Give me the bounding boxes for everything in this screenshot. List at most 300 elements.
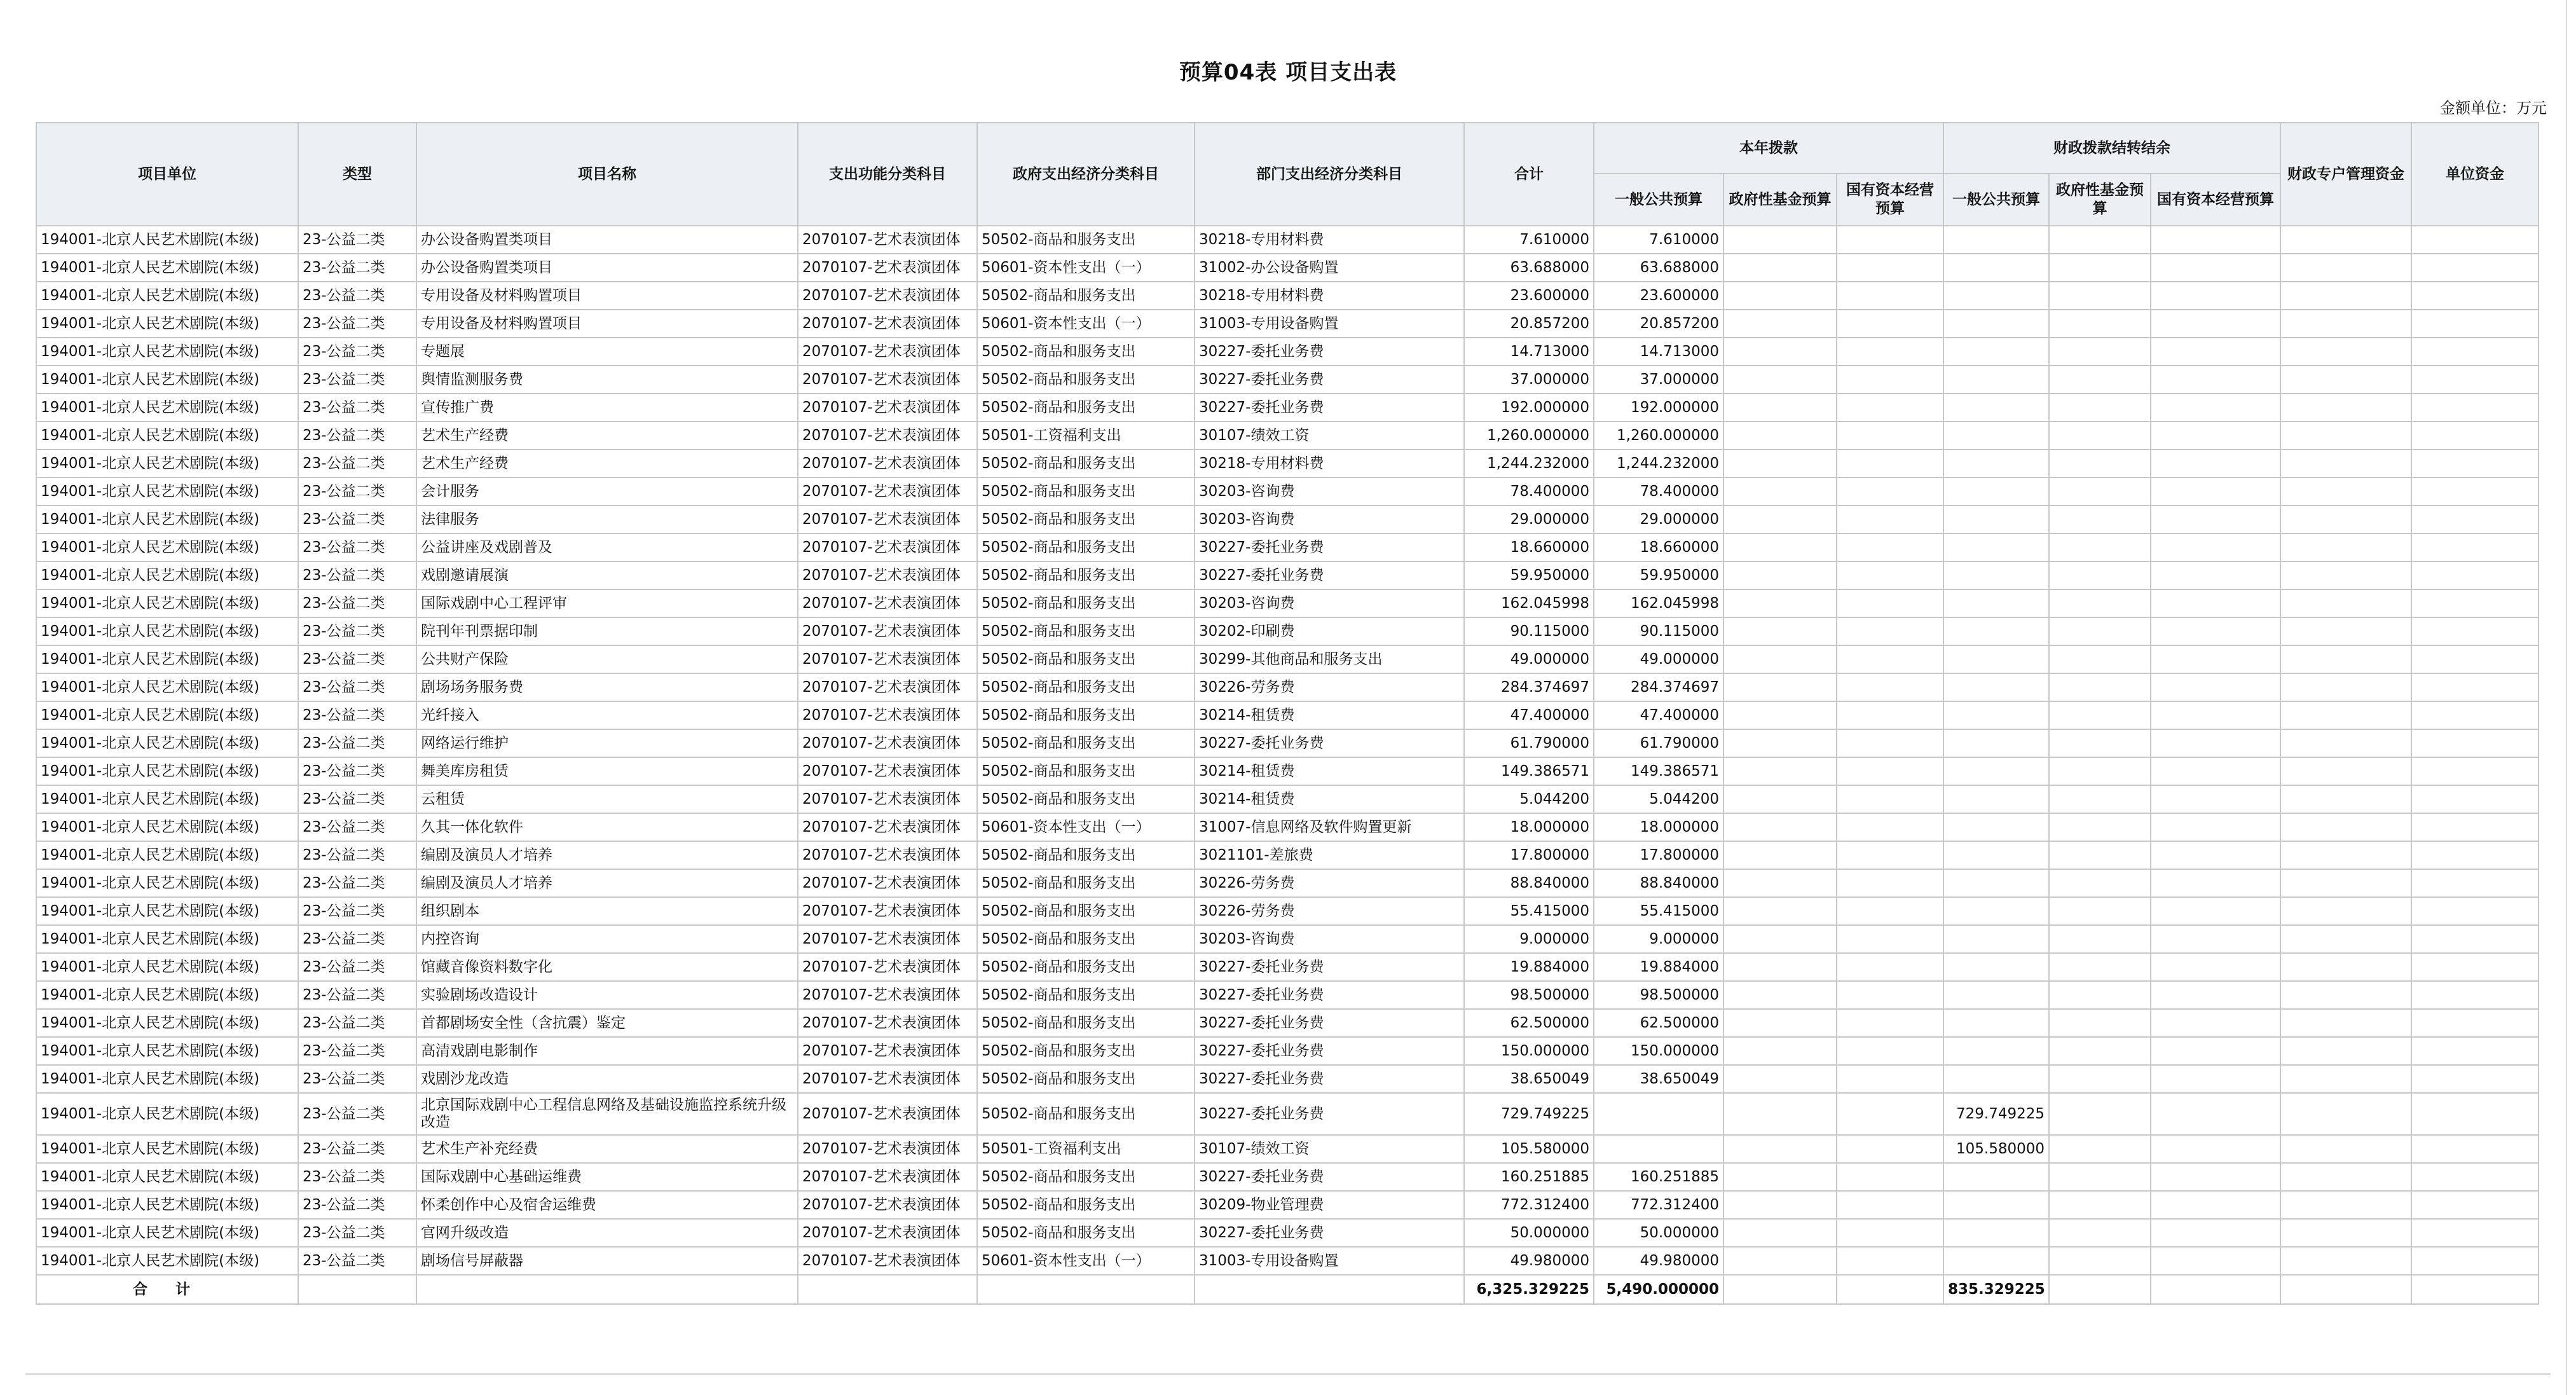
cell-dept: 31002-办公设备购置: [1195, 254, 1464, 282]
header-co-gov-fund: 政府性基金预算: [2049, 174, 2151, 226]
project-expenditure-table-container: [36, 122, 2538, 1305]
cell-state-capital: [1837, 701, 1943, 729]
cell-unit-funds: [2411, 953, 2538, 981]
cell-unit-funds: [2411, 981, 2538, 1009]
cell-unit-funds: [2411, 869, 2538, 897]
cell-co-state-capital: [2151, 1191, 2280, 1219]
header-general: 一般公共预算: [1594, 174, 1723, 226]
table-row: [36, 897, 2538, 925]
cell-total: 59.950000: [1464, 561, 1594, 589]
cell-unit-funds: [2411, 1247, 2538, 1275]
cell-state-capital: [1837, 561, 1943, 589]
cell-total: 9.000000: [1464, 925, 1594, 953]
cell-gov: 50502-商品和服务支出: [977, 478, 1195, 505]
cell-gov-fund: [1723, 450, 1837, 478]
cell-gov-fund: [1723, 533, 1837, 561]
cell-gov: 50502-商品和服务支出: [977, 617, 1195, 645]
cell-co-gov-fund: [2049, 729, 2151, 757]
cell-gov: 50502-商品和服务支出: [977, 869, 1195, 897]
cell-type: 23-公益二类: [298, 617, 416, 645]
cell-func: 2070107-艺术表演团体: [798, 1093, 977, 1135]
table-row: [36, 757, 2538, 785]
cell-gov: 50502-商品和服务支出: [977, 589, 1195, 617]
cell-project: 专用设备及材料购置项目: [416, 282, 798, 310]
cell-state-capital: [1837, 450, 1943, 478]
cell-co-state-capital: [2151, 254, 2280, 282]
cell-general: 14.713000: [1594, 338, 1723, 366]
cell-state-capital: [1837, 478, 1943, 505]
cell-co-general: [1943, 533, 2049, 561]
cell-total: 29.000000: [1464, 505, 1594, 533]
cell-func: 2070107-艺术表演团体: [798, 394, 977, 422]
cell-general: 7.610000: [1594, 226, 1723, 254]
cell-type: 23-公益二类: [298, 729, 416, 757]
cell-state-capital: [1837, 394, 1943, 422]
cell-total: 90.115000: [1464, 617, 1594, 645]
cell-state-capital: [1837, 813, 1943, 841]
table-row: [36, 617, 2538, 645]
cell-special: [2280, 1065, 2411, 1093]
cell-state-capital: [1837, 226, 1943, 254]
cell-type: 23-公益二类: [298, 1163, 416, 1191]
cell-type: 23-公益二类: [298, 953, 416, 981]
totals-gov-fund: [1723, 1275, 1837, 1304]
cell-gov-fund: [1723, 953, 1837, 981]
cell-dept: 30227-委托业务费: [1195, 1093, 1464, 1135]
cell-dept: 30227-委托业务费: [1195, 729, 1464, 757]
cell-dept: 30218-专用材料费: [1195, 282, 1464, 310]
header-dept: 部门支出经济分类科目: [1195, 123, 1464, 226]
cell-gov: 50502-商品和服务支出: [977, 981, 1195, 1009]
cell-dept: 31007-信息网络及软件购置更新: [1195, 813, 1464, 841]
cell-state-capital: [1837, 1219, 1943, 1247]
cell-func: 2070107-艺术表演团体: [798, 1191, 977, 1219]
cell-co-gov-fund: [2049, 394, 2151, 422]
totals-gov: [977, 1275, 1195, 1304]
cell-unit: 194001-北京人民艺术剧院(本级): [36, 673, 298, 701]
cell-co-gov-fund: [2049, 282, 2151, 310]
cell-dept: 30226-劳务费: [1195, 897, 1464, 925]
cell-general: 1,244.232000: [1594, 450, 1723, 478]
cell-project: 公益讲座及戏剧普及: [416, 533, 798, 561]
cell-func: 2070107-艺术表演团体: [798, 589, 977, 617]
cell-project: 会计服务: [416, 478, 798, 505]
cell-co-gov-fund: [2049, 701, 2151, 729]
cell-special: [2280, 338, 2411, 366]
amount-unit-label: 金额单位：万元: [2440, 99, 2547, 117]
cell-type: 23-公益二类: [298, 1191, 416, 1219]
cell-total: 50.000000: [1464, 1219, 1594, 1247]
cell-type: 23-公益二类: [298, 813, 416, 841]
cell-gov-fund: [1723, 478, 1837, 505]
cell-type: 23-公益二类: [298, 505, 416, 533]
report-title: 预算04表 项目支出表: [1179, 60, 1397, 85]
cell-general: [1594, 1135, 1723, 1163]
cell-total: 160.251885: [1464, 1163, 1594, 1191]
cell-special: [2280, 1135, 2411, 1163]
cell-total: 18.000000: [1464, 813, 1594, 841]
cell-func: 2070107-艺术表演团体: [798, 254, 977, 282]
cell-dept: 30214-租赁费: [1195, 701, 1464, 729]
cell-co-gov-fund: [2049, 1247, 2151, 1275]
cell-special: [2280, 533, 2411, 561]
cell-gov-fund: [1723, 1037, 1837, 1065]
cell-gov: 50501-工资福利支出: [977, 1135, 1195, 1163]
cell-func: 2070107-艺术表演团体: [798, 533, 977, 561]
cell-gov: 50502-商品和服务支出: [977, 533, 1195, 561]
cell-unit-funds: [2411, 1191, 2538, 1219]
cell-co-gov-fund: [2049, 1219, 2151, 1247]
cell-general: 20.857200: [1594, 310, 1723, 338]
header-unit: 项目单位: [36, 123, 298, 226]
cell-special: [2280, 981, 2411, 1009]
cell-type: 23-公益二类: [298, 533, 416, 561]
cell-type: 23-公益二类: [298, 1093, 416, 1135]
cell-gov-fund: [1723, 785, 1837, 813]
cell-dept: 30218-专用材料费: [1195, 450, 1464, 478]
cell-co-gov-fund: [2049, 589, 2151, 617]
cell-co-gov-fund: [2049, 422, 2151, 450]
cell-unit: 194001-北京人民艺术剧院(本级): [36, 757, 298, 785]
cell-total: 47.400000: [1464, 701, 1594, 729]
cell-func: 2070107-艺术表演团体: [798, 226, 977, 254]
cell-unit: 194001-北京人民艺术剧院(本级): [36, 533, 298, 561]
cell-func: 2070107-艺术表演团体: [798, 1065, 977, 1093]
cell-type: 23-公益二类: [298, 282, 416, 310]
cell-special: [2280, 589, 2411, 617]
cell-total: 105.580000: [1464, 1135, 1594, 1163]
cell-general: 38.650049: [1594, 1065, 1723, 1093]
cell-type: 23-公益二类: [298, 394, 416, 422]
cell-unit: 194001-北京人民艺术剧院(本级): [36, 1037, 298, 1065]
table-row: [36, 561, 2538, 589]
cell-general: 78.400000: [1594, 478, 1723, 505]
cell-co-general: [1943, 561, 2049, 589]
cell-special: [2280, 729, 2411, 757]
cell-gov: 50502-商品和服务支出: [977, 841, 1195, 869]
cell-gov: 50502-商品和服务支出: [977, 925, 1195, 953]
cell-special: [2280, 925, 2411, 953]
cell-total: 5.044200: [1464, 785, 1594, 813]
cell-gov: 50501-工资福利支出: [977, 422, 1195, 450]
cell-co-gov-fund: [2049, 505, 2151, 533]
cell-gov-fund: [1723, 1219, 1837, 1247]
cell-unit: 194001-北京人民艺术剧院(本级): [36, 645, 298, 673]
cell-gov-fund: [1723, 981, 1837, 1009]
cell-general: 37.000000: [1594, 366, 1723, 394]
cell-co-state-capital: [2151, 673, 2280, 701]
cell-total: 20.857200: [1464, 310, 1594, 338]
cell-gov-fund: [1723, 226, 1837, 254]
cell-state-capital: [1837, 1247, 1943, 1275]
cell-project: 内控咨询: [416, 925, 798, 953]
cell-unit: 194001-北京人民艺术剧院(本级): [36, 897, 298, 925]
cell-gov: 50502-商品和服务支出: [977, 1191, 1195, 1219]
cell-co-gov-fund: [2049, 925, 2151, 953]
cell-dept: 31003-专用设备购置: [1195, 310, 1464, 338]
totals-row: [36, 1275, 2538, 1304]
cell-special: [2280, 953, 2411, 981]
cell-gov-fund: [1723, 645, 1837, 673]
cell-special: [2280, 617, 2411, 645]
cell-dept: 30227-委托业务费: [1195, 1009, 1464, 1037]
cell-unit: 194001-北京人民艺术剧院(本级): [36, 1093, 298, 1135]
cell-unit-funds: [2411, 1163, 2538, 1191]
cell-gov: 50601-资本性支出（一）: [977, 310, 1195, 338]
cell-project: 办公设备购置类项目: [416, 226, 798, 254]
cell-co-state-capital: [2151, 701, 2280, 729]
cell-dept: 30227-委托业务费: [1195, 1065, 1464, 1093]
cell-co-gov-fund: [2049, 254, 2151, 282]
cell-general: 1,260.000000: [1594, 422, 1723, 450]
cell-co-state-capital: [2151, 981, 2280, 1009]
cell-func: 2070107-艺术表演团体: [798, 1163, 977, 1191]
cell-unit-funds: [2411, 1009, 2538, 1037]
cell-total: 162.045998: [1464, 589, 1594, 617]
totals-co-gov-fund: [2049, 1275, 2151, 1304]
cell-gov-fund: [1723, 897, 1837, 925]
cell-dept: 30227-委托业务费: [1195, 1037, 1464, 1065]
cell-state-capital: [1837, 925, 1943, 953]
cell-co-gov-fund: [2049, 981, 2151, 1009]
cell-co-state-capital: [2151, 1065, 2280, 1093]
totals-type: [298, 1275, 416, 1304]
cell-state-capital: [1837, 1093, 1943, 1135]
cell-co-general: [1943, 981, 2049, 1009]
cell-total: 49.980000: [1464, 1247, 1594, 1275]
table-row: [36, 1219, 2538, 1247]
cell-general: 59.950000: [1594, 561, 1723, 589]
cell-general: 88.840000: [1594, 869, 1723, 897]
cell-gov-fund: [1723, 841, 1837, 869]
table-row: [36, 282, 2538, 310]
cell-co-gov-fund: [2049, 1037, 2151, 1065]
totals-general: 5,490.000000: [1594, 1275, 1723, 1304]
cell-state-capital: [1837, 981, 1943, 1009]
cell-project: 法律服务: [416, 505, 798, 533]
cell-project: 云租赁: [416, 785, 798, 813]
header-gov: 政府支出经济分类科目: [977, 123, 1195, 226]
cell-special: [2280, 897, 2411, 925]
cell-state-capital: [1837, 1037, 1943, 1065]
cell-unit-funds: [2411, 589, 2538, 617]
table-row: [36, 422, 2538, 450]
cell-dept: 30202-印刷费: [1195, 617, 1464, 645]
cell-project: 光纤接入: [416, 701, 798, 729]
header-gov-fund: 政府性基金预算: [1723, 174, 1837, 226]
cell-gov: 50502-商品和服务支出: [977, 505, 1195, 533]
totals-label: 合 计: [36, 1275, 298, 1304]
cell-co-gov-fund: [2049, 1065, 2151, 1093]
cell-func: 2070107-艺术表演团体: [798, 981, 977, 1009]
cell-total: 18.660000: [1464, 533, 1594, 561]
table-row: [36, 1037, 2538, 1065]
cell-dept: 30227-委托业务费: [1195, 338, 1464, 366]
cell-state-capital: [1837, 505, 1943, 533]
cell-co-gov-fund: [2049, 1093, 2151, 1135]
cell-func: 2070107-艺术表演团体: [798, 1247, 977, 1275]
cell-unit-funds: [2411, 366, 2538, 394]
cell-project: 北京国际戏剧中心工程信息网络及基础设施监控系统升级改造: [416, 1093, 798, 1135]
cell-type: 23-公益二类: [298, 1219, 416, 1247]
cell-co-general: [1943, 1191, 2049, 1219]
cell-co-state-capital: [2151, 394, 2280, 422]
cell-project: 艺术生产经费: [416, 422, 798, 450]
cell-unit-funds: [2411, 310, 2538, 338]
cell-gov: 50502-商品和服务支出: [977, 673, 1195, 701]
table-row: [36, 589, 2538, 617]
cell-gov: 50502-商品和服务支出: [977, 1219, 1195, 1247]
cell-dept: 30203-咨询费: [1195, 589, 1464, 617]
cell-co-gov-fund: [2049, 617, 2151, 645]
cell-co-state-capital: [2151, 310, 2280, 338]
cell-type: 23-公益二类: [298, 1037, 416, 1065]
cell-co-general: [1943, 226, 2049, 254]
cell-type: 23-公益二类: [298, 981, 416, 1009]
cell-general: 62.500000: [1594, 1009, 1723, 1037]
cell-co-gov-fund: [2049, 785, 2151, 813]
table-row: [36, 394, 2538, 422]
cell-total: 62.500000: [1464, 1009, 1594, 1037]
cell-co-state-capital: [2151, 1037, 2280, 1065]
cell-gov: 50502-商品和服务支出: [977, 1037, 1195, 1065]
cell-gov: 50502-商品和服务支出: [977, 953, 1195, 981]
cell-co-general: [1943, 701, 2049, 729]
cell-co-general: [1943, 673, 2049, 701]
cell-unit: 194001-北京人民艺术剧院(本级): [36, 925, 298, 953]
cell-general: 23.600000: [1594, 282, 1723, 310]
cell-total: 284.374697: [1464, 673, 1594, 701]
cell-unit-funds: [2411, 729, 2538, 757]
cell-total: 98.500000: [1464, 981, 1594, 1009]
cell-general: 50.000000: [1594, 1219, 1723, 1247]
cell-unit-funds: [2411, 254, 2538, 282]
cell-co-general: [1943, 422, 2049, 450]
cell-unit: 194001-北京人民艺术剧院(本级): [36, 617, 298, 645]
cell-unit: 194001-北京人民艺术剧院(本级): [36, 1219, 298, 1247]
cell-unit: 194001-北京人民艺术剧院(本级): [36, 450, 298, 478]
cell-state-capital: [1837, 729, 1943, 757]
totals-project: [416, 1275, 798, 1304]
cell-co-gov-fund: [2049, 478, 2151, 505]
cell-total: 149.386571: [1464, 757, 1594, 785]
cell-co-gov-fund: [2049, 813, 2151, 841]
cell-func: 2070107-艺术表演团体: [798, 841, 977, 869]
cell-special: [2280, 478, 2411, 505]
header-state-capital: 国有资本经营预算: [1837, 174, 1943, 226]
cell-special: [2280, 701, 2411, 729]
cell-gov: 50502-商品和服务支出: [977, 701, 1195, 729]
cell-func: 2070107-艺术表演团体: [798, 729, 977, 757]
cell-dept: 30227-委托业务费: [1195, 366, 1464, 394]
table-header: [36, 123, 2538, 226]
cell-func: 2070107-艺术表演团体: [798, 561, 977, 589]
cell-co-general: 105.580000: [1943, 1135, 2049, 1163]
cell-project: 剧场信号屏蔽器: [416, 1247, 798, 1275]
cell-func: 2070107-艺术表演团体: [798, 478, 977, 505]
cell-co-gov-fund: [2049, 673, 2151, 701]
header-co-general: 一般公共预算: [1943, 174, 2049, 226]
cell-co-state-capital: [2151, 1247, 2280, 1275]
cell-co-state-capital: [2151, 1163, 2280, 1191]
header-unit-funds: 单位资金: [2411, 123, 2538, 226]
cell-total: 88.840000: [1464, 869, 1594, 897]
cell-total: 192.000000: [1464, 394, 1594, 422]
cell-co-general: [1943, 785, 2049, 813]
cell-func: 2070107-艺术表演团体: [798, 813, 977, 841]
cell-dept: 30227-委托业务费: [1195, 953, 1464, 981]
cell-co-general: [1943, 1163, 2049, 1191]
cell-unit-funds: [2411, 701, 2538, 729]
cell-type: 23-公益二类: [298, 841, 416, 869]
cell-general: 29.000000: [1594, 505, 1723, 533]
table-row: [36, 1135, 2538, 1163]
table-row: [36, 505, 2538, 533]
cell-general: 160.251885: [1594, 1163, 1723, 1191]
cell-gov: 50601-资本性支出（一）: [977, 1247, 1195, 1275]
cell-unit-funds: [2411, 338, 2538, 366]
cell-unit: 194001-北京人民艺术剧院(本级): [36, 701, 298, 729]
cell-unit-funds: [2411, 785, 2538, 813]
bottom-rule: [25, 1373, 2551, 1375]
cell-state-capital: [1837, 953, 1943, 981]
cell-state-capital: [1837, 338, 1943, 366]
table-row: [36, 1191, 2538, 1219]
table-row: [36, 925, 2538, 953]
header-special: 财政专户管理资金: [2280, 123, 2411, 226]
cell-special: [2280, 394, 2411, 422]
cell-unit-funds: [2411, 394, 2538, 422]
cell-dept: 30203-咨询费: [1195, 505, 1464, 533]
cell-dept: 30107-绩效工资: [1195, 1135, 1464, 1163]
cell-project: 怀柔创作中心及宿舍运维费: [416, 1191, 798, 1219]
cell-gov-fund: [1723, 869, 1837, 897]
cell-co-general: [1943, 505, 2049, 533]
cell-state-capital: [1837, 589, 1943, 617]
cell-unit: 194001-北京人民艺术剧院(本级): [36, 1163, 298, 1191]
table-row: [36, 785, 2538, 813]
cell-co-gov-fund: [2049, 1163, 2151, 1191]
cell-co-gov-fund: [2049, 953, 2151, 981]
cell-co-general: [1943, 450, 2049, 478]
cell-func: 2070107-艺术表演团体: [798, 925, 977, 953]
cell-co-general: [1943, 282, 2049, 310]
cell-project: 专用设备及材料购置项目: [416, 310, 798, 338]
cell-gov-fund: [1723, 617, 1837, 645]
cell-unit-funds: [2411, 757, 2538, 785]
cell-gov-fund: [1723, 1191, 1837, 1219]
cell-co-gov-fund: [2049, 897, 2151, 925]
cell-general: 192.000000: [1594, 394, 1723, 422]
header-total: 合计: [1464, 123, 1594, 226]
cell-dept: 30227-委托业务费: [1195, 561, 1464, 589]
cell-gov: 50502-商品和服务支出: [977, 282, 1195, 310]
cell-total: 729.749225: [1464, 1093, 1594, 1135]
cell-state-capital: [1837, 366, 1943, 394]
cell-project: 高清戏剧电影制作: [416, 1037, 798, 1065]
cell-project: 久其一体化软件: [416, 813, 798, 841]
cell-state-capital: [1837, 310, 1943, 338]
cell-dept: 30226-劳务费: [1195, 869, 1464, 897]
cell-co-state-capital: [2151, 953, 2280, 981]
cell-unit-funds: [2411, 1037, 2538, 1065]
cell-func: 2070107-艺术表演团体: [798, 701, 977, 729]
cell-co-general: [1943, 1219, 2049, 1247]
cell-co-general: [1943, 729, 2049, 757]
cell-special: [2280, 1163, 2411, 1191]
cell-project: 院刊年刊票据印制: [416, 617, 798, 645]
cell-unit: 194001-北京人民艺术剧院(本级): [36, 561, 298, 589]
